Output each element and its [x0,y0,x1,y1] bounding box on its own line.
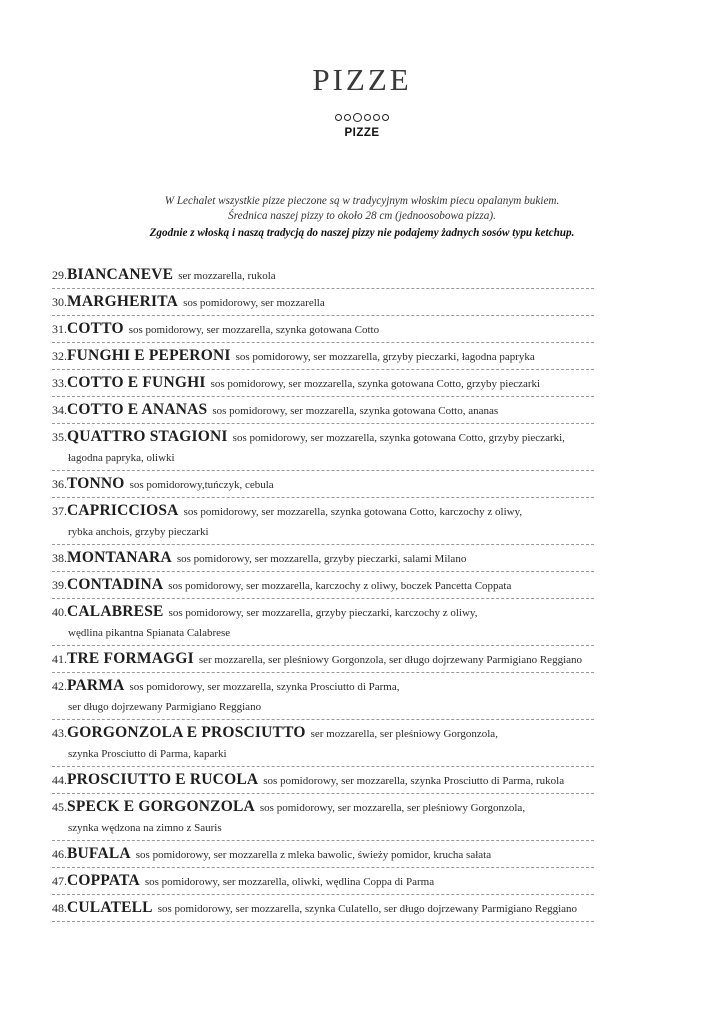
menu-item [52,343,594,370]
item-number: 47. [52,874,67,888]
menu-item [52,673,594,720]
menu-item [52,471,594,498]
item-number: 48. [52,901,67,915]
item-name: CULATELL [67,899,153,916]
menu-item [52,841,594,868]
item-description: sos pomidorowy, ser mozzarella z mleka bawolic, świeży pomidor, krucha sałata [135,849,492,861]
item-number: 32. [52,349,67,363]
menu-item-line [52,767,594,793]
item-number: 37. [52,504,67,518]
item-description: sos pomidorowy, ser mozzarella, szynka gotowana Cotto, ananas [212,405,499,417]
menu-item-line [52,794,594,820]
page-title: PIZZE [312,62,412,97]
logo [0,108,724,139]
item-name: PROSCIUTTO E RUCOLA [67,771,259,788]
item-name: BIANCANEVE [67,266,174,283]
intro-line-3: Zgodnie z włoską i naszą tradycją do naszej pizzy nie podajemy żadnych sosów typu ketchup. [149,227,575,239]
item-description-continued: szynka wędzona na zimno z Sauris [68,822,222,834]
menu-item [52,545,594,572]
intro-text [0,194,724,241]
menu-item [52,646,594,673]
item-number: 30. [52,295,67,309]
item-description: sos pomidorowy, ser mozzarella, szynka gotowana Cotto, grzyby pieczarki [210,378,541,390]
item-number: 39. [52,578,67,592]
menu-item [52,868,594,895]
menu-item-line [52,545,594,571]
menu-item-line [52,397,594,423]
item-description: sos pomidorowy, ser mozzarella, ser pleśniowy Gorgonzola, [259,802,526,814]
item-name: BUFALA [67,845,131,862]
menu-item [52,397,594,424]
item-name: MONTANARA [67,549,172,566]
menu-item-line [52,572,594,598]
menu-item-line [52,471,594,497]
menu-item [52,498,594,545]
item-description: ser mozzarella, ser pleśniowy Gorgonzola, [310,728,498,740]
item-description: sos pomidorowy, ser mozzarella, szynka Prosciutto di Parma, [129,681,400,693]
intro-line-1: W Lechalet wszystkie pizze pieczone są w tradycyjnym włoskim piecu opalanym bukiem. [164,195,560,207]
item-description: ser mozzarella, ser pleśniowy Gorgonzola, ser długo dojrzewany Parmigiano Reggiano [198,654,583,666]
menu-item-line [52,868,594,894]
pizza-menu-list [52,262,594,922]
item-name: GORGONZOLA E PROSCIUTTO [67,724,306,741]
item-description: sos pomidorowy, ser mozzarella, grzyby pieczarki, łagodna papryka [235,351,535,363]
item-description-continued: wędlina pikantna Spianata Calabrese [68,627,231,639]
item-number: 34. [52,403,67,417]
item-name: SPECK E GORGONZOLA [67,798,255,815]
item-description: sos pomidorowy, ser mozzarella, grzyby pieczarki, karczochy z oliwy, [168,607,478,619]
menu-item-line [52,841,594,867]
menu-item-line [52,424,594,450]
item-description: sos pomidorowy, ser mozzarella, oliwki, wędlina Coppa di Parma [144,876,435,888]
menu-item-line [52,262,594,288]
item-number: 41. [52,652,67,666]
item-number: 40. [52,605,67,619]
item-description: sos pomidorowy, ser mozzarella, grzyby pieczarki, salami Milano [176,553,467,565]
logo-text: PIZZE [344,127,380,139]
item-number: 44. [52,773,67,787]
intro-line-2: Średnica naszej pizzy to około 28 cm (jednoosobowa pizza). [228,210,496,222]
item-description-continued: ser długo dojrzewany Parmigiano Reggiano [68,701,262,713]
item-number: 46. [52,847,67,861]
menu-item [52,262,594,289]
menu-item [52,370,594,397]
menu-item [52,316,594,343]
menu-item-line [52,370,594,396]
item-name: PARMA [67,677,125,694]
item-description: sos pomidorowy, ser mozzarella [183,297,325,309]
menu-item-line [52,289,594,315]
menu-item [52,572,594,599]
item-description-continued: rybka anchois, grzyby pieczarki [68,526,209,538]
item-name: COPPATA [67,872,140,889]
item-description-continued: łagodna papryka, oliwki [68,452,175,464]
menu-item-line [52,498,594,524]
item-number: 42. [52,679,67,693]
item-number: 29. [52,268,67,282]
menu-item-line [52,599,594,625]
menu-item-line [52,673,594,699]
menu-item [52,895,594,922]
item-name: MARGHERITA [67,293,179,310]
item-name: TONNO [67,475,125,492]
item-number: 45. [52,800,67,814]
menu-item [52,720,594,767]
item-name: COTTO E ANANAS [67,401,208,418]
item-name: FUNGHI E PEPERONI [67,347,231,364]
item-number: 33. [52,376,67,390]
item-name: QUATTRO STAGIONI [67,428,228,445]
menu-item-line [52,646,594,672]
item-name: COTTO E FUNGHI [67,374,206,391]
item-name: CALABRESE [67,603,164,620]
menu-item-line [52,343,594,369]
item-number: 35. [52,430,67,444]
item-name: CAPRICCIOSA [67,502,179,519]
logo-dots-icon [335,112,389,124]
menu-item-line [52,316,594,342]
item-name: COTTO [67,320,124,337]
item-number: 31. [52,322,67,336]
item-description: sos pomidorowy, ser mozzarella, szynka Culatello, ser długo dojrzewany Parmigiano Reggiano [157,903,578,915]
item-name: TRE FORMAGGI [67,650,194,667]
menu-item-line [52,895,594,921]
item-description: sos pomidorowy, ser mozzarella, szynka Prosciutto di Parma, rukola [263,775,565,787]
item-description: sos pomidorowy, ser mozzarella, karczochy z oliwy, boczek Pancetta Coppata [168,580,512,592]
menu-item [52,767,594,794]
item-description: sos pomidorowy, ser mozzarella, szynka gotowana Cotto, karczochy z oliwy, [183,506,523,518]
item-number: 36. [52,477,67,491]
item-description: sos pomidorowy,tuńczyk, cebula [129,479,274,491]
menu-item [52,289,594,316]
item-description-continued: szynka Prosciutto di Parma, kaparki [68,748,227,760]
menu-item [52,599,594,646]
menu-item [52,794,594,841]
menu-item-line [52,720,594,746]
item-number: 43. [52,726,67,740]
item-description: sos pomidorowy, ser mozzarella, szynka gotowana Cotto [128,324,380,336]
menu-item [52,424,594,471]
item-name: CONTADINA [67,576,164,593]
item-description: ser mozzarella, rukola [178,270,276,282]
item-description: sos pomidorowy, ser mozzarella, szynka gotowana Cotto, grzyby pieczarki, [232,432,565,444]
item-number: 38. [52,551,67,565]
